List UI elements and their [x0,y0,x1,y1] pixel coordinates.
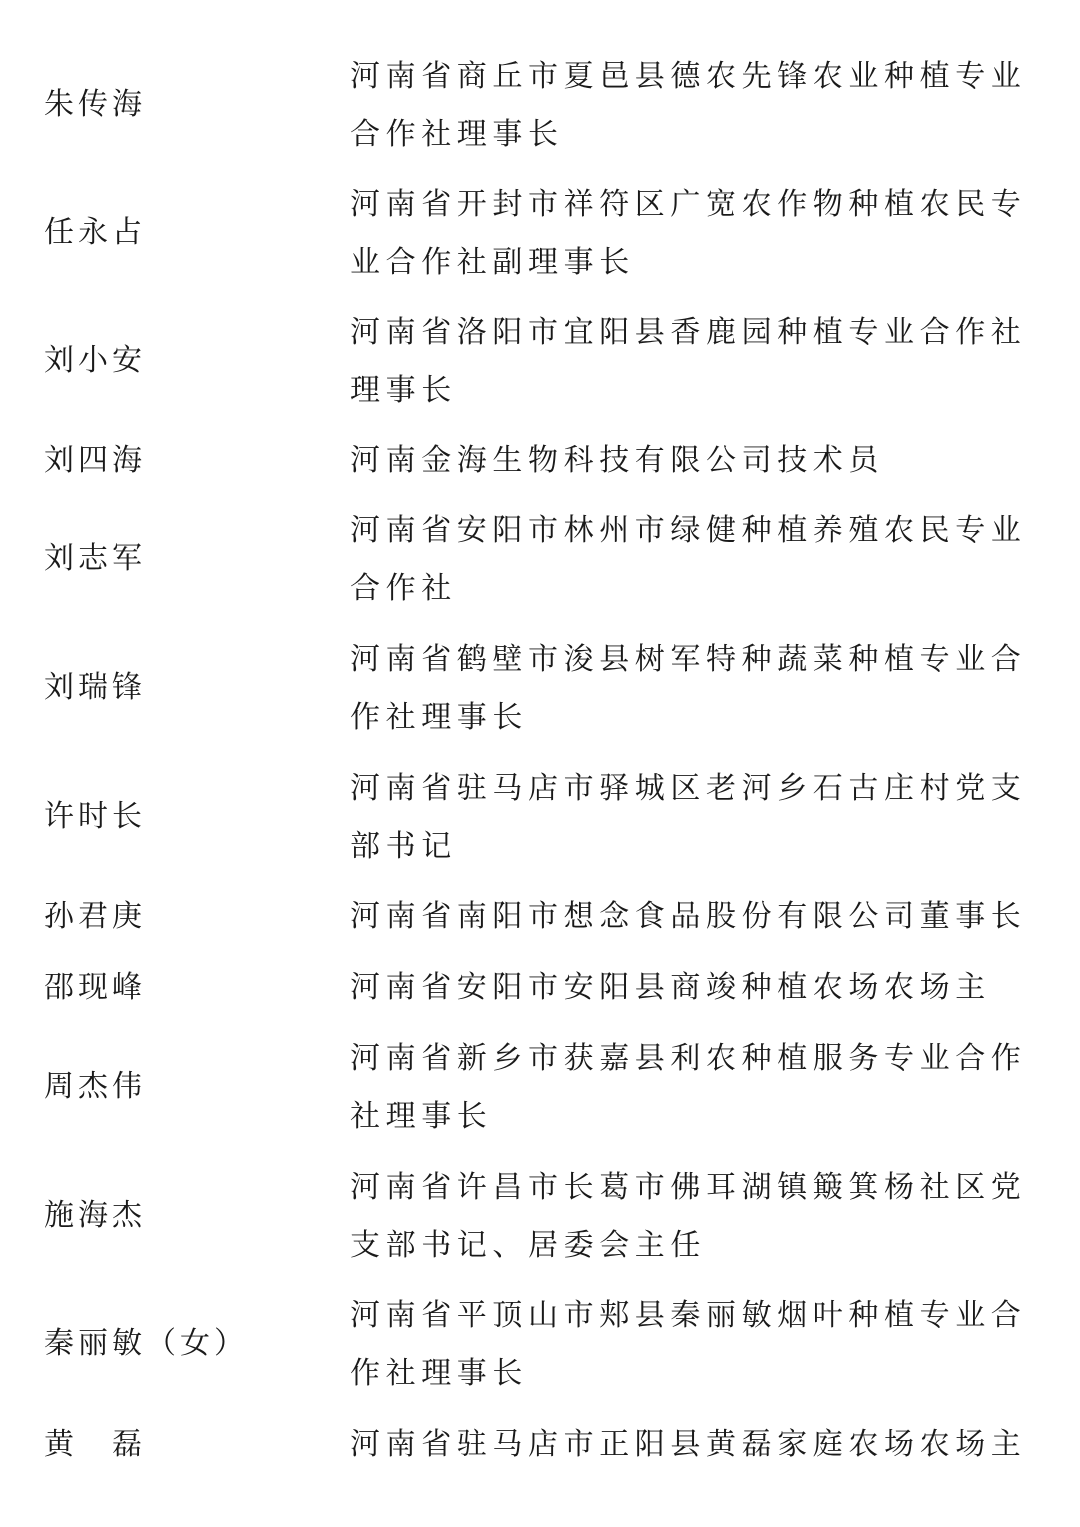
member-affiliation [350,1416,1050,1474]
member-affiliation [350,1159,1050,1275]
affiliation-line: 理事长 [350,373,457,408]
member-affiliation [350,631,1050,747]
affiliation-line: 河南省新乡市获嘉县利农种植服务专业合作 [350,1041,1027,1076]
affiliation-line: 作社理事长 [350,700,528,735]
affiliation-line: 河南省鹤壁市浚县树军特种蔬菜种植专业合 [350,642,1027,677]
member-name: 黄 磊 [44,1427,146,1462]
affiliation-line: 部书记 [350,829,457,864]
member-affiliation [350,432,1050,490]
affiliation-line: 河南省安阳市安阳县商竣种植农场农场主 [350,970,991,1005]
affiliation-line: 社理事长 [350,1099,493,1134]
affiliation-line: 河南省洛阳市宜阳县香鹿园种植专业合作社 [350,315,1027,350]
affiliation-line: 河南省平顶山市郏县秦丽敏烟叶种植专业合 [350,1298,1027,1333]
member-name: 任永占 [44,215,146,250]
member-name: 刘志军 [44,541,146,576]
affiliation-line: 河南省安阳市林州市绿健种植养殖农民专业 [350,513,1027,548]
member-name: 许时长 [44,799,146,834]
member-name: 刘四海 [44,443,146,478]
affiliation-line: 河南省许昌市长葛市佛耳湖镇簸箕杨社区党 [350,1170,1027,1205]
affiliation-line: 河南省南阳市想念食品股份有限公司董事长 [350,899,1027,934]
member-name: 周杰伟 [44,1069,146,1104]
member-name: 朱传海 [44,87,146,122]
affiliation-line: 河南省驻马店市正阳县黄磊家庭农场农场主 [350,1427,1027,1462]
affiliation-line: 合作社 [350,571,457,606]
member-name: 邵现峰 [44,970,146,1005]
affiliation-line: 河南省驻马店市驿城区老河乡石古庄村党支 [350,771,1027,806]
member-affiliation [350,304,1050,420]
member-name: 施海杰 [44,1198,146,1233]
member-affiliation [350,959,1050,1017]
affiliation-line: 业合作社副理事长 [350,245,635,280]
member-name: 刘瑞锋 [44,670,146,705]
member-name: 孙君庚 [44,899,146,934]
affiliation-line: 河南省开封市祥符区广宽农作物种植农民专 [350,187,1027,222]
member-name: 刘小安 [44,343,146,378]
member-affiliation [350,502,1050,618]
member-affiliation [350,888,1050,946]
member-affiliation [350,48,1050,164]
affiliation-line: 河南金海生物科技有限公司技术员 [350,443,884,478]
affiliation-line: 合作社理事长 [350,117,564,152]
member-affiliation [350,176,1050,292]
affiliation-line: 支部书记、居委会主任 [350,1228,706,1263]
member-name: 秦丽敏（女） [44,1326,248,1361]
member-affiliation [350,760,1050,876]
affiliation-line: 河南省商丘市夏邑县德农先锋农业种植专业 [350,59,1027,94]
affiliation-line: 作社理事长 [350,1356,528,1391]
member-affiliation [350,1030,1050,1146]
member-affiliation [350,1287,1050,1403]
